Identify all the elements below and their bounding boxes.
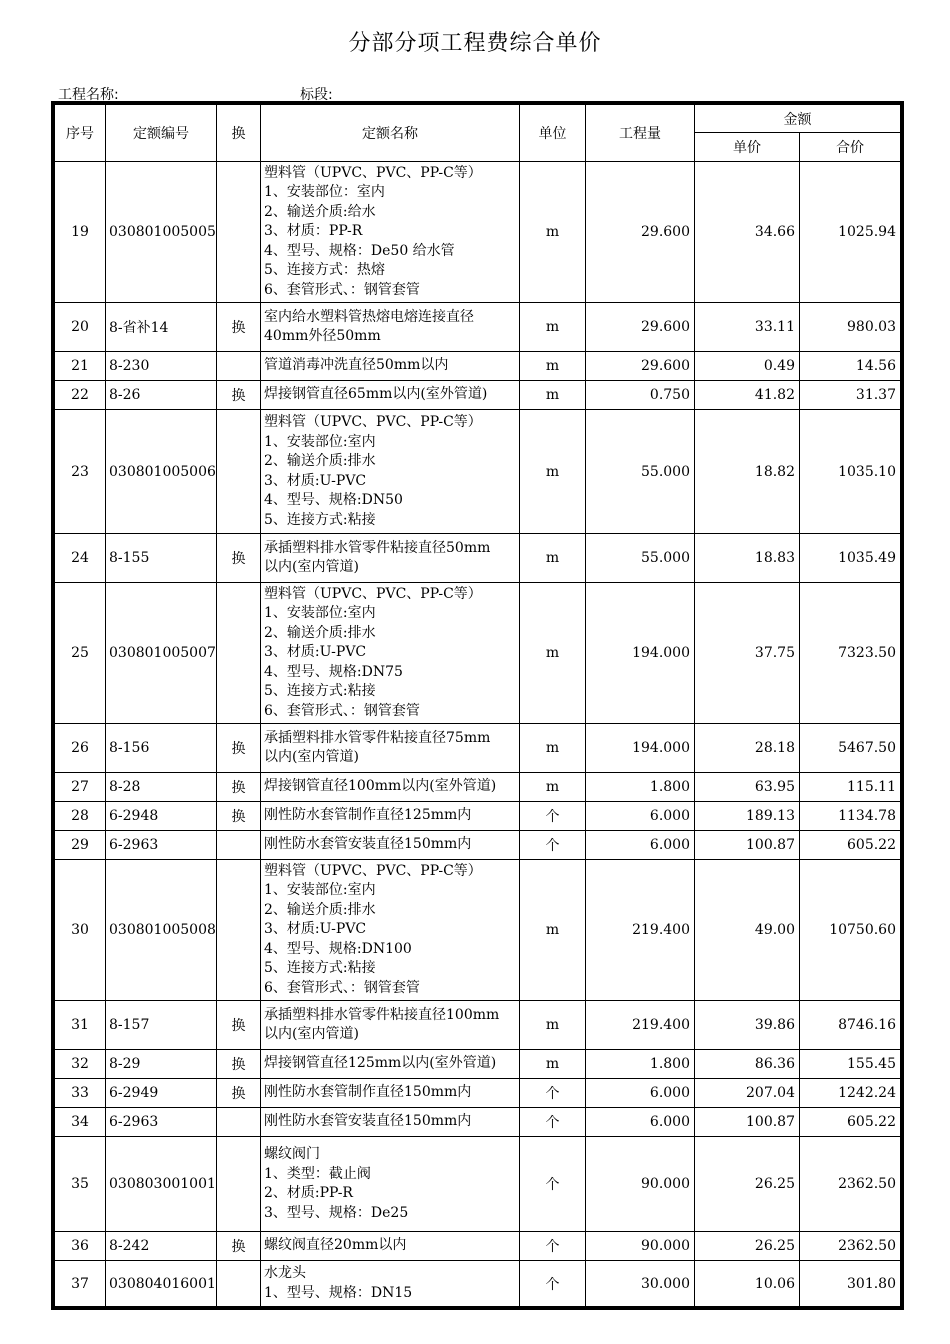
cell-name: 螺纹阀门 1、类型：截止阀 2、材质:PP-R 3、型号、规格：De25 <box>261 1137 520 1232</box>
cell-swap: 换 <box>217 773 261 802</box>
cell-total: 14.56 <box>800 352 901 381</box>
cell-unit-price: 189.13 <box>695 802 800 831</box>
cell-qty: 6.000 <box>586 802 695 831</box>
table-row <box>55 534 901 583</box>
section-label: 标段: <box>300 87 333 103</box>
table-row <box>55 724 901 773</box>
cell-swap: 换 <box>217 1232 261 1261</box>
cell-total: 1134.78 <box>800 802 901 831</box>
unit-price-table <box>54 104 901 1307</box>
table-row <box>55 410 901 534</box>
cell-unit: 个 <box>520 1079 586 1108</box>
cell-unit-price: 26.25 <box>695 1232 800 1261</box>
cell-unit: m <box>520 1001 586 1050</box>
cell-unit: m <box>520 352 586 381</box>
project-name-label: 工程名称: <box>58 87 119 103</box>
cell-unit-price: 207.04 <box>695 1079 800 1108</box>
cell-unit: 个 <box>520 1261 586 1307</box>
cell-total: 1035.49 <box>800 534 901 583</box>
cell-qty: 194.000 <box>586 724 695 773</box>
cell-code: 030801005008 <box>106 860 217 1001</box>
header-swap: 换 <box>217 105 261 162</box>
cell-seq: 34 <box>55 1108 106 1137</box>
cell-unit: m <box>520 583 586 724</box>
table-row <box>55 1001 901 1050</box>
cell-code: 8-29 <box>106 1050 217 1079</box>
cell-unit: 个 <box>520 1108 586 1137</box>
table-row <box>55 802 901 831</box>
cell-name: 焊接钢管直径65mm以内(室外管道) <box>261 381 520 410</box>
cell-total: 605.22 <box>800 831 901 860</box>
table-row <box>55 583 901 724</box>
cell-swap <box>217 583 261 724</box>
header-total: 合价 <box>800 133 901 162</box>
table-row <box>55 1137 901 1232</box>
cell-code: 8-155 <box>106 534 217 583</box>
cell-unit: m <box>520 410 586 534</box>
cell-qty: 30.000 <box>586 1261 695 1307</box>
cell-name: 刚性防水套管安装直径150mm内 <box>261 1108 520 1137</box>
cell-qty: 6.000 <box>586 831 695 860</box>
cell-qty: 194.000 <box>586 583 695 724</box>
cell-unit-price: 18.83 <box>695 534 800 583</box>
cell-total: 8746.16 <box>800 1001 901 1050</box>
cell-qty: 90.000 <box>586 1137 695 1232</box>
cell-total: 7323.50 <box>800 583 901 724</box>
cell-qty: 219.400 <box>586 1001 695 1050</box>
header-code: 定额编号 <box>106 105 217 162</box>
cell-swap: 换 <box>217 1050 261 1079</box>
cell-seq: 24 <box>55 534 106 583</box>
cell-total: 1035.10 <box>800 410 901 534</box>
cell-seq: 28 <box>55 802 106 831</box>
cell-seq: 31 <box>55 1001 106 1050</box>
cell-name: 焊接钢管直径100mm以内(室外管道) <box>261 773 520 802</box>
cell-total: 5467.50 <box>800 724 901 773</box>
cell-name: 刚性防水套管安装直径150mm内 <box>261 831 520 860</box>
cell-unit-price: 28.18 <box>695 724 800 773</box>
cell-unit-price: 10.06 <box>695 1261 800 1307</box>
cell-unit: m <box>520 381 586 410</box>
cell-swap <box>217 162 261 303</box>
cell-swap: 换 <box>217 303 261 352</box>
cell-unit: 个 <box>520 1232 586 1261</box>
cell-swap <box>217 831 261 860</box>
cell-unit-price: 86.36 <box>695 1050 800 1079</box>
cell-qty: 29.600 <box>586 162 695 303</box>
cell-seq: 27 <box>55 773 106 802</box>
table-row <box>55 381 901 410</box>
cell-name: 塑料管（UPVC、PVC、PP-C等） 1、安装部位:室内 2、输送介质:排水 3、材质:U-PVC 4、型号、规格:DN50 5、连接方式:粘接 <box>261 410 520 534</box>
cell-unit: m <box>520 724 586 773</box>
cell-code: 6-2963 <box>106 1108 217 1137</box>
header-unit: 单位 <box>520 105 586 162</box>
cell-code: 8-28 <box>106 773 217 802</box>
cell-qty: 1.800 <box>586 773 695 802</box>
cell-code: 030804016001 <box>106 1261 217 1307</box>
cell-seq: 23 <box>55 410 106 534</box>
cell-unit-price: 63.95 <box>695 773 800 802</box>
cell-unit: m <box>520 860 586 1001</box>
cell-unit-price: 41.82 <box>695 381 800 410</box>
cell-name: 承插塑料排水管零件粘接直径50mm 以内(室内管道) <box>261 534 520 583</box>
cell-total: 115.11 <box>800 773 901 802</box>
cell-seq: 26 <box>55 724 106 773</box>
header-unit-price: 单价 <box>695 133 800 162</box>
cell-total: 301.80 <box>800 1261 901 1307</box>
cell-name: 管道消毒冲洗直径50mm以内 <box>261 352 520 381</box>
cell-swap: 换 <box>217 534 261 583</box>
cell-unit-price: 39.86 <box>695 1001 800 1050</box>
cell-total: 1025.94 <box>800 162 901 303</box>
table-row <box>55 773 901 802</box>
page-title: 分部分项工程费综合单价 <box>348 31 602 56</box>
cell-code: 8-26 <box>106 381 217 410</box>
cell-qty: 29.600 <box>586 352 695 381</box>
cell-name: 承插塑料排水管零件粘接直径75mm 以内(室内管道) <box>261 724 520 773</box>
cell-name: 螺纹阀直径20mm以内 <box>261 1232 520 1261</box>
cell-code: 8-156 <box>106 724 217 773</box>
cell-qty: 6.000 <box>586 1108 695 1137</box>
cell-name: 室内给水塑料管热熔电熔连接直径 40mm外径50mm <box>261 303 520 352</box>
cell-total: 155.45 <box>800 1050 901 1079</box>
cell-unit: m <box>520 1050 586 1079</box>
table-row <box>55 1232 901 1261</box>
table-row <box>55 303 901 352</box>
cell-unit: m <box>520 773 586 802</box>
table-row <box>55 1079 901 1108</box>
table-row <box>55 1261 901 1307</box>
header-amount: 金额 <box>695 105 901 133</box>
cell-unit: m <box>520 303 586 352</box>
cell-name: 承插塑料排水管零件粘接直径100mm 以内(室内管道) <box>261 1001 520 1050</box>
cell-unit-price: 37.75 <box>695 583 800 724</box>
cell-swap: 换 <box>217 1001 261 1050</box>
cell-unit-price: 33.11 <box>695 303 800 352</box>
cell-swap: 换 <box>217 381 261 410</box>
cell-unit-price: 26.25 <box>695 1137 800 1232</box>
cell-code: 8-省补14 <box>106 303 217 352</box>
cell-code: 030801005005 <box>106 162 217 303</box>
table-row <box>55 162 901 303</box>
cell-swap <box>217 1261 261 1307</box>
cell-swap <box>217 860 261 1001</box>
cell-code: 8-230 <box>106 352 217 381</box>
table-row <box>55 1108 901 1137</box>
table-row <box>55 1050 901 1079</box>
cell-total: 10750.60 <box>800 860 901 1001</box>
cell-seq: 36 <box>55 1232 106 1261</box>
cell-unit: 个 <box>520 831 586 860</box>
cell-seq: 22 <box>55 381 106 410</box>
cell-qty: 0.750 <box>586 381 695 410</box>
cell-qty: 6.000 <box>586 1079 695 1108</box>
cell-unit-price: 34.66 <box>695 162 800 303</box>
cell-total: 2362.50 <box>800 1137 901 1232</box>
header-name: 定额名称 <box>261 105 520 162</box>
cell-unit: 个 <box>520 1137 586 1232</box>
cell-seq: 29 <box>55 831 106 860</box>
cell-total: 2362.50 <box>800 1232 901 1261</box>
cell-name: 塑料管（UPVC、PVC、PP-C等） 1、安装部位:室内 2、输送介质:排水 3、材质:U-PVC 4、型号、规格:DN75 5、连接方式:粘接 6、套管形式、：钢管套管 <box>261 583 520 724</box>
cell-swap <box>217 1137 261 1232</box>
cell-name: 水龙头 1、型号、规格：DN15 <box>261 1261 520 1307</box>
table-row <box>55 831 901 860</box>
cell-total: 980.03 <box>800 303 901 352</box>
cell-unit-price: 100.87 <box>695 831 800 860</box>
cell-seq: 21 <box>55 352 106 381</box>
cell-code: 6-2963 <box>106 831 217 860</box>
cell-qty: 29.600 <box>586 303 695 352</box>
cell-seq: 19 <box>55 162 106 303</box>
cell-name: 刚性防水套管制作直径150mm内 <box>261 1079 520 1108</box>
header-qty: 工程量 <box>586 105 695 162</box>
table-body <box>55 162 901 1307</box>
table-row <box>55 352 901 381</box>
cell-unit-price: 18.82 <box>695 410 800 534</box>
header-seq: 序号 <box>55 105 106 162</box>
cell-swap <box>217 1108 261 1137</box>
cell-unit: m <box>520 534 586 583</box>
cell-code: 6-2949 <box>106 1079 217 1108</box>
cell-total: 31.37 <box>800 381 901 410</box>
cell-name: 塑料管（UPVC、PVC、PP-C等） 1、安装部位:室内 2、输送介质:排水 3、材质:U-PVC 4、型号、规格:DN100 5、连接方式:粘接 6、套管形式、：钢管套管 <box>261 860 520 1001</box>
cell-swap: 换 <box>217 724 261 773</box>
cell-qty: 219.400 <box>586 860 695 1001</box>
cell-qty: 1.800 <box>586 1050 695 1079</box>
table-row <box>55 860 901 1001</box>
cell-swap: 换 <box>217 802 261 831</box>
cell-unit-price: 49.00 <box>695 860 800 1001</box>
cell-code: 030801005006 <box>106 410 217 534</box>
cell-code: 030801005007 <box>106 583 217 724</box>
cell-seq: 30 <box>55 860 106 1001</box>
cell-seq: 25 <box>55 583 106 724</box>
cell-qty: 55.000 <box>586 410 695 534</box>
cell-name: 塑料管（UPVC、PVC、PP-C等） 1、安装部位：室内 2、输送介质:给水 3、材质：PP-R 4、型号、规格：De50 给水管 5、连接方式：热熔 6、套管形式、：钢管套管 <box>261 162 520 303</box>
cell-total: 605.22 <box>800 1108 901 1137</box>
cell-swap <box>217 410 261 534</box>
cell-swap: 换 <box>217 1079 261 1108</box>
cell-code: 6-2948 <box>106 802 217 831</box>
cell-code: 8-242 <box>106 1232 217 1261</box>
cell-seq: 32 <box>55 1050 106 1079</box>
cell-unit-price: 0.49 <box>695 352 800 381</box>
cell-seq: 35 <box>55 1137 106 1232</box>
cell-code: 8-157 <box>106 1001 217 1050</box>
cell-unit: m <box>520 162 586 303</box>
cell-seq: 33 <box>55 1079 106 1108</box>
cell-qty: 55.000 <box>586 534 695 583</box>
cell-unit-price: 100.87 <box>695 1108 800 1137</box>
cell-seq: 20 <box>55 303 106 352</box>
cell-name: 焊接钢管直径125mm以内(室外管道) <box>261 1050 520 1079</box>
cell-code: 030803001001 <box>106 1137 217 1232</box>
cell-qty: 90.000 <box>586 1232 695 1261</box>
cell-name: 刚性防水套管制作直径125mm内 <box>261 802 520 831</box>
cell-seq: 37 <box>55 1261 106 1307</box>
cell-unit: 个 <box>520 802 586 831</box>
cell-total: 1242.24 <box>800 1079 901 1108</box>
cell-swap <box>217 352 261 381</box>
